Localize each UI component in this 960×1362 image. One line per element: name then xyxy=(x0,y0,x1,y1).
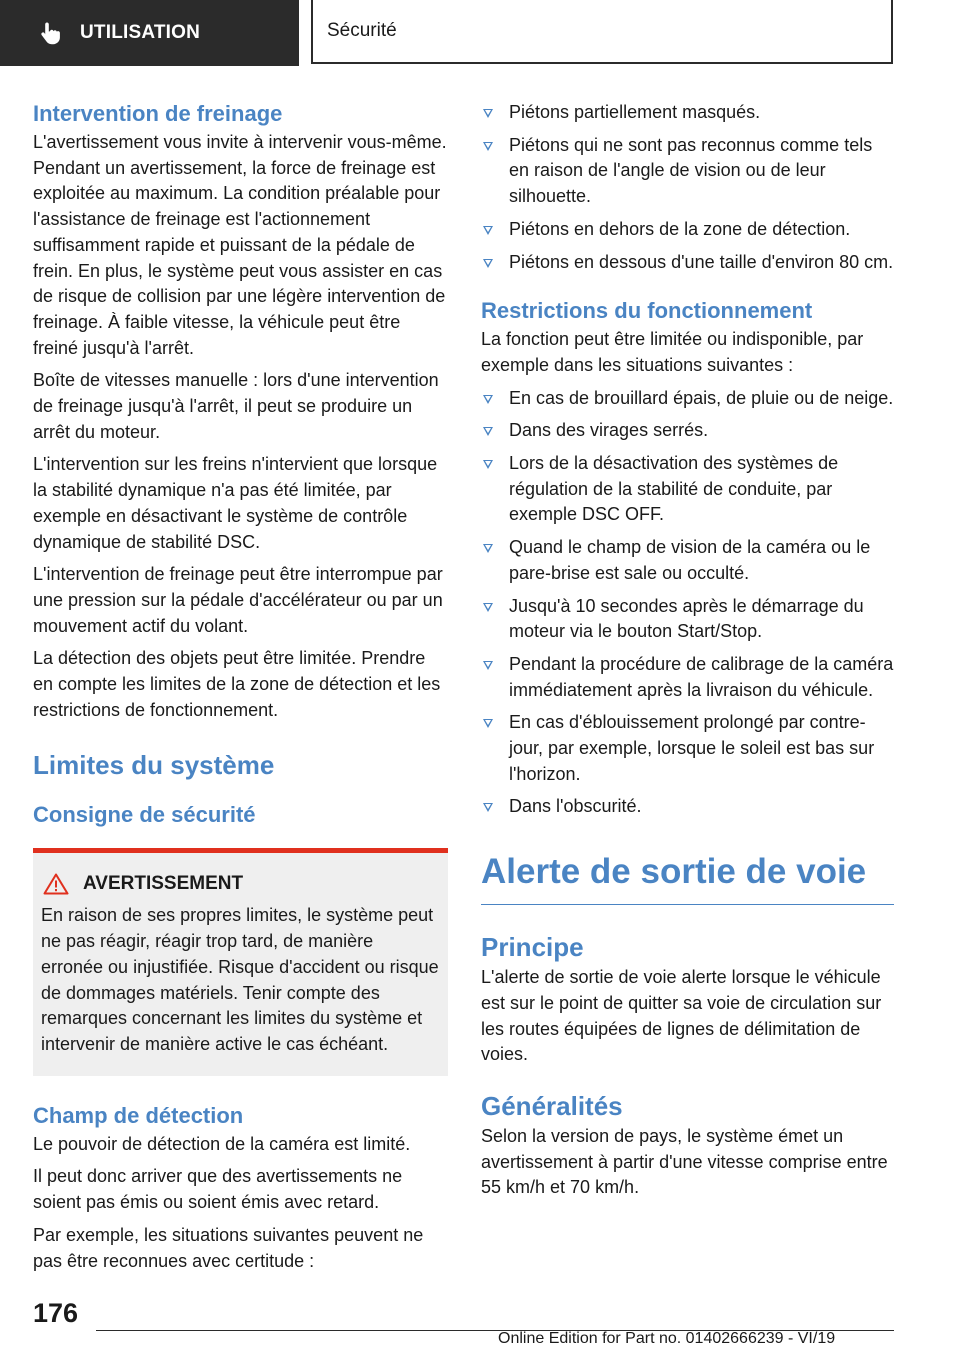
heading-champ: Champ de détection xyxy=(33,1102,244,1128)
triangle-bullet-icon xyxy=(483,661,493,670)
heading-intervention: Intervention de freinage xyxy=(33,101,283,126)
heading-consigne: Consigne de sécurité xyxy=(33,802,256,828)
warning-text: En raison de ses propres limites, le système peut ne pas réagir, réagir trop tard, de manière erronée ou injustifiée. Risque d'accident ou risque de dommages matériels. Tenir compte des remarques concernant les limites du système et intervenir de manière active le cas échéant. xyxy=(41,905,439,1054)
list-item: Piétons partiellement masqués. xyxy=(481,100,894,126)
warning-triangle-icon xyxy=(43,873,69,895)
paragraph: L'alerte de sortie de voie alerte lorsque le véhicule est sur le point de quitter sa voie de circulation sur les routes équipées de lignes de délimitation de voies. xyxy=(481,967,882,1065)
triangle-bullet-icon xyxy=(483,460,493,469)
heading-limites: Limites du système xyxy=(33,750,275,781)
paragraph: La fonction peut être limitée ou indisponible, par exemple dans les situations suivantes : xyxy=(481,329,864,375)
list-item: Piétons en dehors de la zone de détection. xyxy=(481,217,894,243)
paragraph: Selon la version de pays, le système émet un avertissement à partir d'une vitesse comprise entre 55 km/h et 70 km/h. xyxy=(481,1125,888,1198)
chapter-title: UTILISATION xyxy=(80,22,201,43)
footer-edition: Online Edition for Part no. 01402666239 - VI/19 xyxy=(498,1330,836,1347)
list-item: En cas d'éblouissement prolongé par contre-jour, par exemple, lorsque le soleil est bas sur l'horizon. xyxy=(481,710,894,787)
heading-principe: Principe xyxy=(481,932,584,963)
triangle-bullet-icon xyxy=(483,226,493,235)
warning-title: AVERTISSEMENT xyxy=(83,873,244,895)
list-item: Dans des virages serrés. xyxy=(481,418,894,444)
paragraph: Le pouvoir de détection de la caméra est limité. xyxy=(33,1133,411,1154)
bullet-list-restrictions xyxy=(481,386,894,821)
triangle-bullet-icon xyxy=(483,395,493,404)
triangle-bullet-icon xyxy=(483,719,493,728)
list-item: Dans l'obscurité. xyxy=(481,794,894,820)
paragraph: L'intervention de freinage peut être interrompue par une pression sur la pédale d'accélérateur ou par un mouvement actif du volant. xyxy=(33,564,443,636)
list-item: Jusqu'à 10 secondes après le démarrage du moteur via le bouton Start/Stop. xyxy=(481,594,894,645)
left-column xyxy=(33,100,448,1281)
heading-alerte: Alerte de sortie de voie xyxy=(481,850,894,905)
triangle-bullet-icon xyxy=(483,427,493,436)
list-item: Piétons qui ne sont pas reconnus comme tels en raison de l'angle de vision ou de leur silhouette. xyxy=(481,133,894,210)
paragraph: Boîte de vitesses manuelle : lors d'une intervention de freinage jusqu'à l'arrêt, il peut se produire un arrêt du moteur. xyxy=(33,370,439,442)
paragraph: La détection des objets peut être limitée. Prendre en compte les limites de la zone de détection et les restrictions de fonctionnement. xyxy=(33,648,441,720)
header-section-tab xyxy=(311,0,893,64)
paragraph: L'intervention sur les freins n'intervient que lorsque la stabilité dynamique n'a pas été limitée, par exemple en désactivant le système de contrôle dynamique de stabilité DSC. xyxy=(33,454,438,552)
paragraph: Par exemple, les situations suivantes peuvent ne pas être reconnues avec certitude : xyxy=(33,1224,424,1271)
warning-box xyxy=(33,848,448,1075)
triangle-bullet-icon xyxy=(483,109,493,118)
header-chapter-tab xyxy=(0,0,299,66)
triangle-bullet-icon xyxy=(483,803,493,812)
paragraph: L'avertissement vous invite à intervenir vous-même. Pendant un avertissement, la force de freinage est exploitée au maximum. La condition préalable pour l'assistance de freinage est l'actionnement suffisamment rapide et puissant de la pédale de frein. En plus, le système peut vous assister en cas de risque de collision par une légère intervention de freinage. À faible vitesse, la véhicule peut être freiné jusqu'à l'arrêt. xyxy=(33,132,447,358)
page-number: 176 xyxy=(33,1298,79,1328)
list-item: Piétons en dessous d'une taille d'environ 80 cm. xyxy=(481,250,894,276)
paragraph: Il peut donc arriver que des avertissements ne soient pas émis ou soient émis avec retard. xyxy=(33,1166,403,1213)
hand-pointer-icon xyxy=(40,21,62,45)
list-item: Lors de la désactivation des systèmes de régulation de la stabilité de conduite, par exemple DSC OFF. xyxy=(481,451,894,528)
warning-header xyxy=(41,873,440,895)
list-item: En cas de brouillard épais, de pluie ou de neige. xyxy=(481,386,894,412)
triangle-bullet-icon xyxy=(483,544,493,553)
triangle-bullet-icon xyxy=(483,142,493,151)
triangle-bullet-icon xyxy=(483,603,493,612)
list-item: Quand le champ de vision de la caméra ou le pare-brise est sale ou occulté. xyxy=(481,535,894,586)
list-item: Pendant la procédure de calibrage de la caméra immédiatement après la livraison du véhicule. xyxy=(481,652,894,703)
right-column xyxy=(481,100,894,1208)
bullet-list-pedestrians xyxy=(481,100,894,275)
heading-generalites: Généralités xyxy=(481,1090,623,1121)
triangle-bullet-icon xyxy=(483,259,493,268)
heading-restrictions: Restrictions du fonctionnement xyxy=(481,298,813,324)
section-title: Sécurité xyxy=(327,20,397,41)
